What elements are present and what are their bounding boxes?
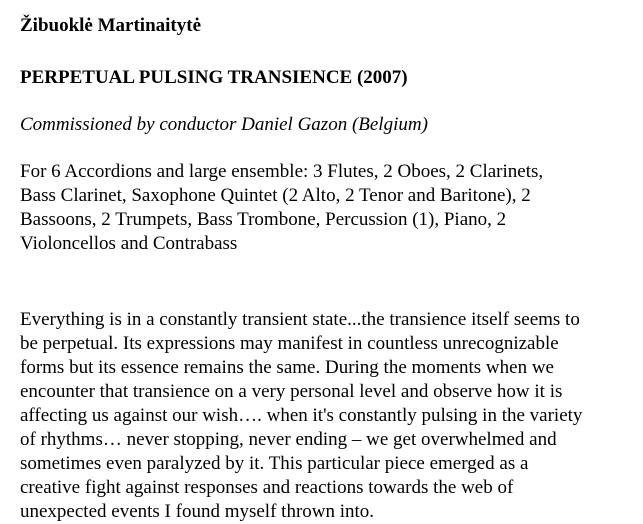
program-note-line: sometimes even paralyzed by it. This particular piece emerged as a <box>20 453 529 474</box>
program-note-line: unexpected events I found myself thrown into. <box>20 501 375 522</box>
document-page <box>20 14 632 524</box>
composer-name: Žibuoklė Martinaitytė <box>20 15 202 36</box>
work-title: PERPETUAL PULSING TRANSIENCE (2007) <box>20 67 408 88</box>
program-note-paragraph <box>20 308 632 524</box>
instrumentation-line: Bassoons, 2 Trumpets, Bass Trombone, Percussion (1), Piano, 2 <box>20 209 507 230</box>
instrumentation-paragraph <box>20 160 632 256</box>
instrumentation-line: For 6 Accordions and large ensemble: 3 Flutes, 2 Oboes, 2 Clarinets, <box>20 161 544 182</box>
program-note-line: be perpetual. Its expressions may manifest in countless unrecognizable <box>20 333 559 354</box>
instrumentation-line: Violoncellos and Contrabass <box>20 233 238 254</box>
program-note-line: of rhythms… never stopping, never ending – we get overwhelmed and <box>20 429 557 450</box>
commission-note: Commissioned by conductor Daniel Gazon (Belgium) <box>20 114 428 135</box>
instrumentation-line: Bass Clarinet, Saxophone Quintet (2 Alto, 2 Tenor and Baritone), 2 <box>20 185 531 206</box>
program-note-line: creative fight against responses and reactions towards the web of <box>20 477 514 498</box>
program-note-line: forms but its essence remains the same. During the moments when we <box>20 357 554 378</box>
program-note-line: affecting us against our wish…. when it's constantly pulsing in the variety <box>20 405 583 426</box>
program-note-line: Everything is in a constantly transient state...the transience itself seems to <box>20 309 580 330</box>
program-note-line: encounter that transience on a very personal level and observe how it is <box>20 381 563 402</box>
